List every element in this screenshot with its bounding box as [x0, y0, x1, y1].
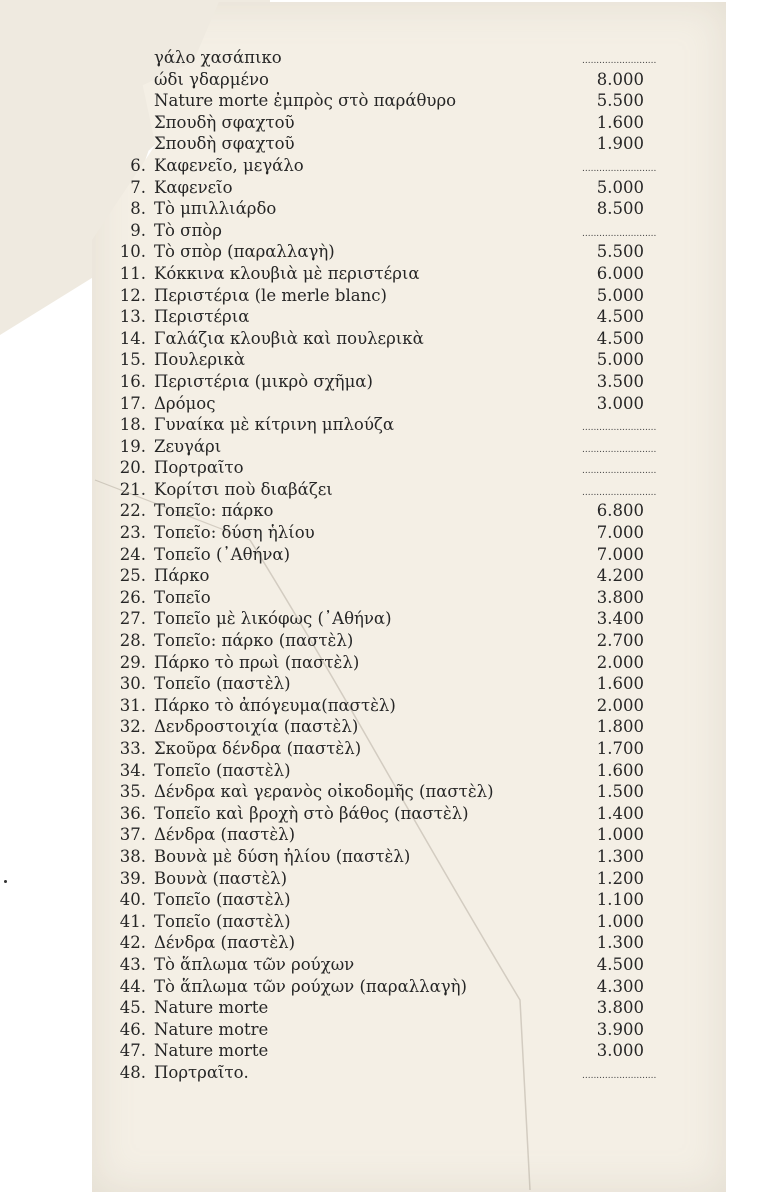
- artwork-title: Nature morte: [154, 1041, 269, 1061]
- artwork-price: 7.000: [596, 544, 644, 564]
- list-item: [100, 716, 660, 738]
- artwork-price-list: [100, 47, 660, 1084]
- list-item: [100, 781, 660, 803]
- item-number: 20.: [119, 458, 146, 478]
- list-item: [100, 349, 660, 371]
- artwork-price: 1.000: [596, 825, 644, 845]
- stray-mark: [4, 880, 7, 883]
- list-item: [100, 306, 660, 328]
- item-number: 42.: [119, 933, 146, 953]
- artwork-price: 3.400: [596, 609, 644, 629]
- artwork-price: ..........................: [582, 487, 657, 498]
- artwork-title: Πάρκο τὸ πρωὶ (παστὲλ): [154, 652, 360, 672]
- artwork-title: Περιστέρια: [154, 307, 250, 327]
- artwork-price: 1.700: [596, 739, 644, 758]
- list-item: [100, 630, 660, 652]
- artwork-title: Δρόμος: [154, 393, 216, 413]
- artwork-title: Nature morte ἐμπρὸς στὸ παράθυρο: [154, 91, 457, 111]
- item-number: 38.: [119, 846, 146, 866]
- item-number: 13.: [119, 307, 146, 327]
- list-item: [100, 500, 660, 522]
- artwork-title: Γαλάζια κλουβιὰ καὶ πουλερικὰ: [154, 328, 424, 348]
- artwork-price: 1.600: [596, 112, 644, 132]
- list-item: [100, 587, 660, 609]
- list-item: [100, 414, 660, 436]
- artwork-title: Ζευγάρι: [154, 436, 222, 456]
- artwork-price: 1.300: [596, 933, 644, 953]
- item-number: 39.: [119, 868, 146, 888]
- artwork-price: 8.500: [596, 199, 644, 219]
- artwork-title: Γυναίκα μὲ κίτρινη μπλούζα: [154, 415, 394, 435]
- item-number: 16.: [119, 371, 146, 391]
- artwork-price: 1.500: [596, 782, 644, 802]
- artwork-price: 3.000: [596, 393, 644, 413]
- item-number: 21.: [119, 479, 146, 499]
- item-number: 7.: [130, 177, 146, 197]
- artwork-title: Τὸ σπὸρ (παραλλαγὴ): [154, 242, 335, 262]
- artwork-title: Σπουδὴ σφαχτοῦ: [154, 112, 295, 132]
- artwork-price: ..........................: [582, 163, 657, 174]
- artwork-price: 1.400: [596, 803, 644, 823]
- item-number: 11.: [119, 263, 146, 283]
- artwork-price: 2.700: [596, 631, 644, 651]
- list-item: [100, 328, 660, 350]
- artwork-price: 1.300: [596, 846, 644, 866]
- artwork-title: Δένδρα (παστὲλ): [154, 825, 296, 845]
- artwork-price: 4.500: [596, 307, 644, 327]
- list-item: [100, 954, 660, 976]
- item-number: 22.: [119, 501, 146, 521]
- artwork-price: 5.500: [596, 242, 644, 262]
- item-number: 15.: [119, 350, 146, 370]
- artwork-price: 4.500: [596, 954, 644, 974]
- item-number: 9.: [130, 220, 146, 240]
- item-number: 27.: [119, 609, 146, 629]
- list-item: [100, 1062, 660, 1084]
- artwork-title: Τὸ σπὸρ: [154, 220, 222, 240]
- item-number: 41.: [119, 911, 146, 931]
- artwork-price: ..........................: [582, 466, 657, 477]
- list-item: [100, 997, 660, 1019]
- artwork-price: 3.000: [596, 1041, 644, 1061]
- item-number: 37.: [119, 825, 146, 845]
- artwork-title: Πάρκο τὸ ἀπόγευμα(παστὲλ): [154, 695, 396, 715]
- artwork-title: γάλο χασάπικο: [154, 48, 282, 67]
- artwork-title: Δένδρα καὶ γερανὸς οἰκοδομῆς (παστὲλ): [154, 782, 494, 802]
- artwork-title: Nature motre: [154, 1019, 269, 1039]
- item-number: 36.: [119, 803, 146, 823]
- artwork-price: 8.000: [596, 69, 644, 89]
- artwork-title: Δενδροστοιχία (παστὲλ): [154, 717, 359, 737]
- artwork-title: Τὸ μπιλλιάρδο: [154, 199, 277, 219]
- artwork-title: Nature morte: [154, 998, 269, 1018]
- list-item: [100, 393, 660, 415]
- list-item: [100, 155, 660, 177]
- artwork-price: 5.000: [596, 350, 644, 370]
- artwork-price: 4.300: [596, 976, 644, 996]
- artwork-title: Τὸ ἅπλωμα τῶν ρούχων (παραλλαγὴ): [154, 976, 467, 996]
- artwork-price: 7.000: [596, 523, 644, 543]
- artwork-title: Τοπεῖο: [154, 587, 211, 607]
- artwork-price: 1.000: [596, 911, 644, 931]
- artwork-title: Δένδρα (παστὲλ): [154, 933, 296, 953]
- item-number: 45.: [119, 998, 146, 1018]
- artwork-title: Τοπεῖο μὲ λικόφως (᾿Αθήνα): [154, 609, 392, 629]
- item-number: 18.: [119, 415, 146, 435]
- list-item: [100, 436, 660, 458]
- list-item: [100, 112, 660, 134]
- artwork-price: ..........................: [582, 56, 657, 66]
- item-number: 19.: [119, 436, 146, 456]
- artwork-title: Σπουδὴ σφαχτοῦ: [154, 134, 295, 154]
- artwork-price: ..........................: [582, 423, 657, 434]
- artwork-price: 4.500: [596, 328, 644, 348]
- list-item: [100, 544, 660, 566]
- artwork-title: Τοπεῖο (παστὲλ): [154, 890, 291, 910]
- artwork-price: 1.100: [596, 890, 644, 910]
- artwork-price: 6.000: [596, 263, 644, 283]
- item-number: 25.: [119, 566, 146, 586]
- artwork-title: Πουλερικὰ: [154, 350, 245, 370]
- item-number: 6.: [130, 155, 146, 175]
- artwork-price: 1.600: [596, 674, 644, 694]
- item-number: 29.: [119, 652, 146, 672]
- item-number: 47.: [119, 1041, 146, 1061]
- artwork-title: Καφενεῖο: [154, 177, 233, 197]
- list-item: [100, 285, 660, 307]
- artwork-price: 2.000: [596, 695, 644, 715]
- artwork-title: Περιστέρια (le merle blanc): [154, 285, 387, 305]
- list-item: [100, 371, 660, 393]
- list-item: [100, 198, 660, 220]
- artwork-title: Πορτραῖτο.: [154, 1062, 249, 1082]
- artwork-title: Τοπεῖο: δύση ἡλίου: [154, 523, 315, 543]
- list-item: [100, 220, 660, 242]
- list-item: [100, 241, 660, 263]
- list-item: [100, 263, 660, 285]
- list-item: [100, 911, 660, 933]
- artwork-title: Τοπεῖο: πάρκο: [154, 501, 274, 521]
- list-item: [100, 889, 660, 911]
- item-number: 43.: [119, 954, 146, 974]
- artwork-price: ..........................: [582, 444, 657, 455]
- list-item: [100, 69, 660, 91]
- artwork-price: 5.000: [596, 177, 644, 197]
- artwork-price: 1.900: [596, 134, 644, 154]
- item-number: 33.: [119, 739, 146, 758]
- item-number: 10.: [119, 242, 146, 262]
- artwork-title: Τοπεῖο (παστὲλ): [154, 674, 291, 694]
- item-number: 8.: [130, 199, 146, 219]
- list-item: [100, 565, 660, 587]
- item-number: 26.: [119, 587, 146, 607]
- artwork-title: Περιστέρια (μικρὸ σχῆμα): [154, 371, 373, 391]
- list-item: [100, 760, 660, 782]
- artwork-price: 5.500: [596, 91, 644, 111]
- artwork-price: 3.800: [596, 998, 644, 1018]
- list-item: [100, 738, 660, 760]
- list-item: [100, 522, 660, 544]
- list-item: [100, 133, 660, 155]
- list-item: [100, 976, 660, 998]
- artwork-price: 1.600: [596, 760, 644, 780]
- list-item: [100, 695, 660, 717]
- artwork-title: ώδι γδαρμένο: [154, 69, 269, 89]
- item-number: 14.: [119, 328, 146, 348]
- item-number: 40.: [119, 890, 146, 910]
- artwork-price: 5.000: [596, 285, 644, 305]
- item-number: 23.: [119, 523, 146, 543]
- artwork-price: 3.800: [596, 587, 644, 607]
- artwork-title: Πορτραῖτο: [154, 458, 244, 478]
- artwork-title: Καφενεῖο, μεγάλο: [154, 155, 304, 175]
- item-number: 48.: [119, 1062, 146, 1082]
- list-item: [100, 868, 660, 890]
- list-item: [100, 652, 660, 674]
- artwork-title: Τοπεῖο (᾿Αθήνα): [154, 544, 291, 564]
- artwork-price: 1.200: [596, 868, 644, 888]
- artwork-price: 3.900: [596, 1019, 644, 1039]
- artwork-title: Τὸ ἅπλωμα τῶν ρούχων: [154, 954, 355, 974]
- artwork-title: Σκοῦρα δένδρα (παστὲλ): [154, 739, 362, 758]
- item-number: 35.: [119, 782, 146, 802]
- item-number: 31.: [119, 695, 146, 715]
- list-item: [100, 1040, 660, 1062]
- item-number: 12.: [119, 285, 146, 305]
- item-number: 24.: [119, 544, 146, 564]
- item-number: 17.: [119, 393, 146, 413]
- artwork-price: 1.800: [596, 717, 644, 737]
- artwork-title: Κορίτσι ποὺ διαβάζει: [154, 479, 333, 499]
- item-number: 32.: [119, 717, 146, 737]
- item-number: 44.: [119, 976, 146, 996]
- list-item: [100, 824, 660, 846]
- artwork-price: 3.500: [596, 371, 644, 391]
- list-item: [100, 1019, 660, 1041]
- artwork-title: Βουνὰ μὲ δύση ἡλίου (παστὲλ): [154, 846, 411, 866]
- artwork-price: 4.200: [596, 566, 644, 586]
- item-number: 46.: [119, 1019, 146, 1039]
- artwork-price: ..........................: [582, 228, 657, 239]
- list-item: [100, 673, 660, 695]
- artwork-price: 6.800: [596, 501, 644, 521]
- artwork-title: Τοπεῖο καὶ βροχὴ στὸ βάθος (παστὲλ): [154, 803, 469, 823]
- artwork-price: ..........................: [582, 1070, 657, 1081]
- list-item: [100, 932, 660, 954]
- artwork-title: Πάρκο: [154, 566, 210, 586]
- list-item: [100, 457, 660, 479]
- list-item: [100, 608, 660, 630]
- item-number: 28.: [119, 631, 146, 651]
- list-item: [100, 47, 660, 69]
- list-item: [100, 90, 660, 112]
- list-item: [100, 177, 660, 199]
- item-number: 30.: [119, 674, 146, 694]
- artwork-price: 2.000: [596, 652, 644, 672]
- artwork-title: Τοπεῖο (παστὲλ): [154, 760, 291, 780]
- artwork-title: Κόκκινα κλουβιὰ μὲ περιστέρια: [154, 263, 420, 283]
- list-item: [100, 803, 660, 825]
- artwork-title: Τοπεῖο: πάρκο (παστὲλ): [154, 631, 354, 651]
- item-number: 34.: [119, 760, 146, 780]
- artwork-title: Τοπεῖο (παστὲλ): [154, 911, 291, 931]
- list-item: [100, 846, 660, 868]
- list-item: [100, 479, 660, 501]
- artwork-title: Βουνὰ (παστὲλ): [154, 868, 288, 888]
